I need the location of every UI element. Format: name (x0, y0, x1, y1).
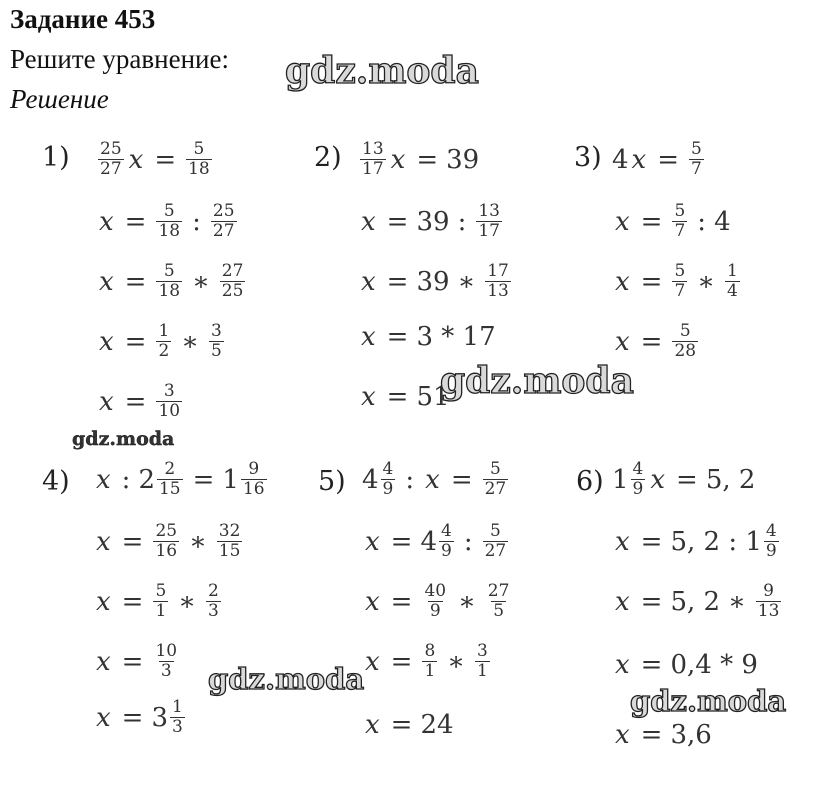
equation-line (362, 522, 510, 561)
operator: ∗ (697, 266, 715, 297)
watermark-bottom-right: gdz.moda (630, 684, 787, 718)
fraction (485, 262, 511, 301)
variable: x (365, 646, 380, 677)
fraction-numerator: 4 (765, 521, 777, 541)
fraction-denominator: 4 (726, 281, 738, 301)
variable: x (390, 144, 406, 175)
equation-line (358, 202, 504, 241)
variable: x (96, 526, 111, 557)
equation-line (93, 582, 223, 621)
fraction (422, 582, 448, 621)
fraction-numerator: 4 (382, 459, 394, 479)
fraction-numerator: 8 (424, 641, 436, 661)
fraction-numerator: 5 (674, 261, 686, 281)
number: 39 (416, 266, 450, 297)
equation-line (358, 382, 450, 412)
operator: : (457, 206, 467, 237)
fraction-denominator: 3 (172, 717, 183, 737)
fraction-numerator: 5 (490, 459, 501, 479)
variable: x (99, 206, 114, 237)
fraction-numerator: 3 (476, 641, 488, 661)
fraction-numerator: 2 (207, 581, 219, 601)
fraction-numerator: 5 (691, 139, 702, 159)
fraction-denominator: 10 (158, 401, 181, 421)
fraction-denominator: 9 (632, 479, 644, 499)
operator: ∗ (178, 586, 196, 617)
operator: = (390, 526, 413, 557)
fraction-denominator: 5 (210, 341, 222, 361)
fraction-numerator: 3 (210, 321, 222, 341)
variable: x (365, 710, 380, 740)
fraction (439, 522, 454, 561)
fraction-numerator: 1 (158, 321, 170, 341)
fraction-denominator: 13 (487, 281, 509, 301)
fraction (209, 322, 224, 361)
variable: x (615, 266, 630, 297)
variable: x (615, 586, 630, 617)
fraction (153, 642, 179, 681)
equation-line (93, 522, 244, 561)
number: 1 (222, 464, 239, 495)
fraction-denominator: 3 (207, 601, 219, 621)
fraction-denominator: 27 (484, 479, 507, 499)
fraction-numerator: 25 (212, 201, 235, 221)
operator: = (640, 326, 663, 357)
equation-line (358, 262, 513, 301)
number: 4 (714, 206, 731, 237)
fraction (422, 642, 437, 681)
equation-line (93, 642, 181, 681)
number: 39 (446, 144, 480, 175)
fraction-numerator: 13 (478, 201, 500, 221)
equation-line (93, 460, 269, 499)
number: 5, 2 (670, 586, 721, 617)
number: 39 (416, 206, 450, 237)
fraction (483, 522, 509, 561)
fraction-numerator: 5 (674, 201, 686, 221)
number: 4 (362, 464, 379, 495)
equation-line (612, 720, 712, 750)
fraction-numerator: 5 (155, 581, 167, 601)
operator: ∗ (189, 526, 207, 557)
variable: x (128, 144, 144, 175)
fraction-numerator: 32 (218, 521, 241, 541)
operator: : (697, 206, 707, 237)
fraction (211, 202, 237, 241)
variable: x (96, 464, 111, 495)
fraction (631, 460, 646, 499)
operator: : (463, 526, 473, 557)
problem-number-2: 2) (314, 142, 342, 173)
fraction-denominator: 25 (221, 281, 244, 301)
number: 51 (416, 382, 450, 412)
operator: = (657, 144, 680, 175)
equation-line (96, 382, 184, 421)
fraction-numerator: 4 (632, 459, 644, 479)
fraction-numerator: 1 (172, 697, 183, 717)
fraction-numerator: 5 (193, 139, 205, 159)
fraction (156, 202, 182, 241)
operator: = (640, 650, 663, 680)
fraction (156, 262, 182, 301)
operator: = (416, 144, 439, 175)
number: 2 (138, 464, 155, 495)
variable: x (365, 586, 380, 617)
equation-line (96, 262, 247, 301)
fraction-numerator: 5 (163, 261, 175, 281)
fraction-denominator: 9 (765, 541, 777, 561)
equation-line (612, 322, 700, 361)
task-instruction: Решите уравнение: (10, 44, 229, 74)
equation-line (96, 202, 239, 241)
fraction-numerator: 1 (726, 261, 738, 281)
problem-number-6: 6) (576, 466, 604, 497)
operator: = (121, 526, 144, 557)
equation-line (358, 322, 496, 352)
fraction (153, 582, 168, 621)
fraction (381, 460, 396, 499)
fraction (764, 522, 779, 561)
fraction-denominator: 7 (691, 159, 702, 179)
fraction (170, 698, 185, 737)
number: 0,4 * 9 (670, 650, 758, 680)
operator: : (121, 464, 131, 495)
problem-number-4: 4) (42, 466, 70, 497)
variable: x (96, 646, 111, 677)
variable: x (615, 206, 630, 237)
fraction-denominator: 2 (158, 341, 170, 361)
operator: : (405, 464, 415, 495)
equation-line (362, 582, 513, 621)
equation-line (362, 710, 454, 740)
fraction-numerator: 5 (679, 321, 691, 341)
fraction (241, 460, 267, 499)
operator: = (390, 586, 413, 617)
fraction-denominator: 17 (362, 159, 384, 179)
operator: ∗ (181, 326, 199, 357)
operator: = (640, 266, 663, 297)
problem-number-3: 3) (574, 142, 602, 173)
number: 5, 2 (705, 464, 756, 495)
fraction (476, 202, 502, 241)
equation-line (612, 582, 783, 621)
fraction-numerator: 40 (424, 581, 447, 601)
operator: = (386, 322, 409, 352)
fraction-denominator: 1 (155, 601, 167, 621)
fraction-denominator: 9 (441, 541, 452, 561)
fraction (217, 522, 243, 561)
equation-line (612, 140, 706, 179)
fraction-numerator: 4 (441, 521, 452, 541)
operator: ∗ (447, 646, 465, 677)
fraction (156, 322, 171, 361)
fraction-numerator: 3 (163, 381, 175, 401)
variable: x (615, 526, 630, 557)
fraction-denominator: 18 (158, 281, 181, 301)
fraction (756, 582, 782, 621)
equation-line (612, 460, 755, 499)
operator: = (124, 206, 147, 237)
number: 4 (420, 526, 438, 557)
equation-line (362, 642, 492, 681)
operator: = (386, 382, 409, 412)
fraction-denominator: 1 (476, 661, 488, 681)
fraction-numerator: 2 (164, 459, 176, 479)
fraction (360, 140, 386, 179)
fraction-denominator: 13 (757, 601, 780, 621)
operator: = (124, 386, 147, 417)
operator: = (390, 710, 413, 740)
operator: ∗ (728, 586, 746, 617)
equation-line (358, 140, 479, 179)
solution-heading: Решение (10, 84, 109, 114)
operator: = (450, 464, 473, 495)
number: 24 (420, 710, 454, 740)
fraction-denominator: 28 (674, 341, 697, 361)
variable: x (99, 386, 114, 417)
number: 3 * 17 (416, 322, 496, 352)
variable: x (615, 650, 630, 680)
fraction (153, 522, 179, 561)
operator: = (640, 586, 663, 617)
fraction-denominator: 1 (424, 661, 436, 681)
equation-line (96, 140, 214, 179)
fraction-numerator: 17 (487, 261, 509, 281)
fraction-denominator: 27 (212, 221, 235, 241)
fraction-numerator: 13 (362, 139, 384, 159)
fraction (156, 382, 182, 421)
variable: x (361, 206, 376, 237)
operator: = (124, 266, 147, 297)
watermark-top: gdz.moda (285, 50, 479, 92)
variable: x (99, 326, 114, 357)
fraction-denominator: 27 (484, 541, 507, 561)
fraction-numerator: 25 (100, 139, 122, 159)
variable: x (99, 266, 114, 297)
variable: x (425, 464, 440, 495)
fraction-denominator: 9 (382, 479, 394, 499)
fraction-numerator: 10 (155, 641, 178, 661)
fraction-numerator: 25 (155, 521, 178, 541)
fraction-denominator: 7 (674, 281, 686, 301)
equation-line (612, 202, 731, 241)
variable: x (631, 144, 647, 175)
fraction-numerator: 27 (487, 581, 510, 601)
fraction-numerator: 9 (248, 459, 260, 479)
fraction-denominator: 17 (478, 221, 500, 241)
operator: = (386, 206, 409, 237)
fraction-denominator: 7 (674, 221, 686, 241)
variable: x (650, 464, 666, 495)
task-title: Задание 453 (10, 4, 156, 34)
operator: ∗ (457, 266, 476, 297)
fraction-denominator: 18 (158, 221, 181, 241)
fraction (206, 582, 221, 621)
number: 3 (151, 702, 169, 733)
fraction (725, 262, 740, 301)
operator: = (121, 646, 144, 677)
fraction-denominator: 3 (160, 661, 172, 681)
problem-number-5: 5) (318, 466, 346, 497)
variable: x (96, 586, 111, 617)
fraction (672, 262, 687, 301)
operator: = (124, 326, 147, 357)
equation-line (612, 650, 758, 680)
number: 4 (612, 144, 629, 175)
fraction (220, 262, 246, 301)
number: 5, 2 : 1 (670, 526, 762, 557)
operator: = (640, 206, 663, 237)
equation-line (612, 522, 781, 561)
variable: x (615, 720, 630, 750)
fraction-numerator: 5 (163, 201, 175, 221)
operator: = (154, 144, 177, 175)
fraction-denominator: 18 (188, 159, 210, 179)
operator: ∗ (192, 266, 210, 297)
fraction (483, 460, 509, 499)
watermark-small: gdz.moda (72, 428, 175, 450)
equation-line (362, 460, 510, 499)
watermark-bottom-left: gdz.moda (208, 662, 365, 696)
fraction-denominator: 16 (242, 479, 265, 499)
operator: = (192, 464, 215, 495)
fraction (486, 582, 512, 621)
variable: x (361, 266, 376, 297)
number: 3,6 (670, 720, 712, 750)
problem-number-1: 1) (42, 142, 70, 173)
operator: ∗ (458, 586, 476, 617)
operator: = (640, 720, 663, 750)
watermark-middle: gdz.moda (440, 360, 634, 402)
fraction-numerator: 27 (221, 261, 244, 281)
operator: = (390, 646, 413, 677)
fraction-denominator: 16 (155, 541, 178, 561)
fraction-numerator: 9 (763, 581, 774, 601)
fraction-denominator: 5 (493, 601, 505, 621)
equation-line (93, 698, 187, 737)
variable: x (365, 526, 380, 557)
fraction-denominator: 15 (218, 541, 241, 561)
fraction (186, 140, 212, 179)
variable: x (615, 326, 630, 357)
variable: x (96, 702, 111, 733)
operator: = (640, 526, 663, 557)
operator: = (121, 586, 144, 617)
fraction (672, 202, 687, 241)
fraction-denominator: 9 (429, 601, 441, 621)
operator: = (386, 266, 409, 297)
fraction (689, 140, 704, 179)
number: 1 (612, 464, 629, 495)
fraction-denominator: 27 (100, 159, 122, 179)
equation-line (96, 322, 226, 361)
fraction (672, 322, 698, 361)
equation-line (612, 262, 742, 301)
fraction-numerator: 5 (490, 521, 501, 541)
operator: = (121, 702, 144, 733)
variable: x (361, 382, 376, 412)
variable: x (361, 322, 376, 352)
fraction (157, 460, 183, 499)
operator: = (676, 464, 698, 495)
fraction (98, 140, 124, 179)
fraction (475, 642, 490, 681)
operator: : (192, 206, 201, 237)
fraction-denominator: 15 (158, 479, 181, 499)
